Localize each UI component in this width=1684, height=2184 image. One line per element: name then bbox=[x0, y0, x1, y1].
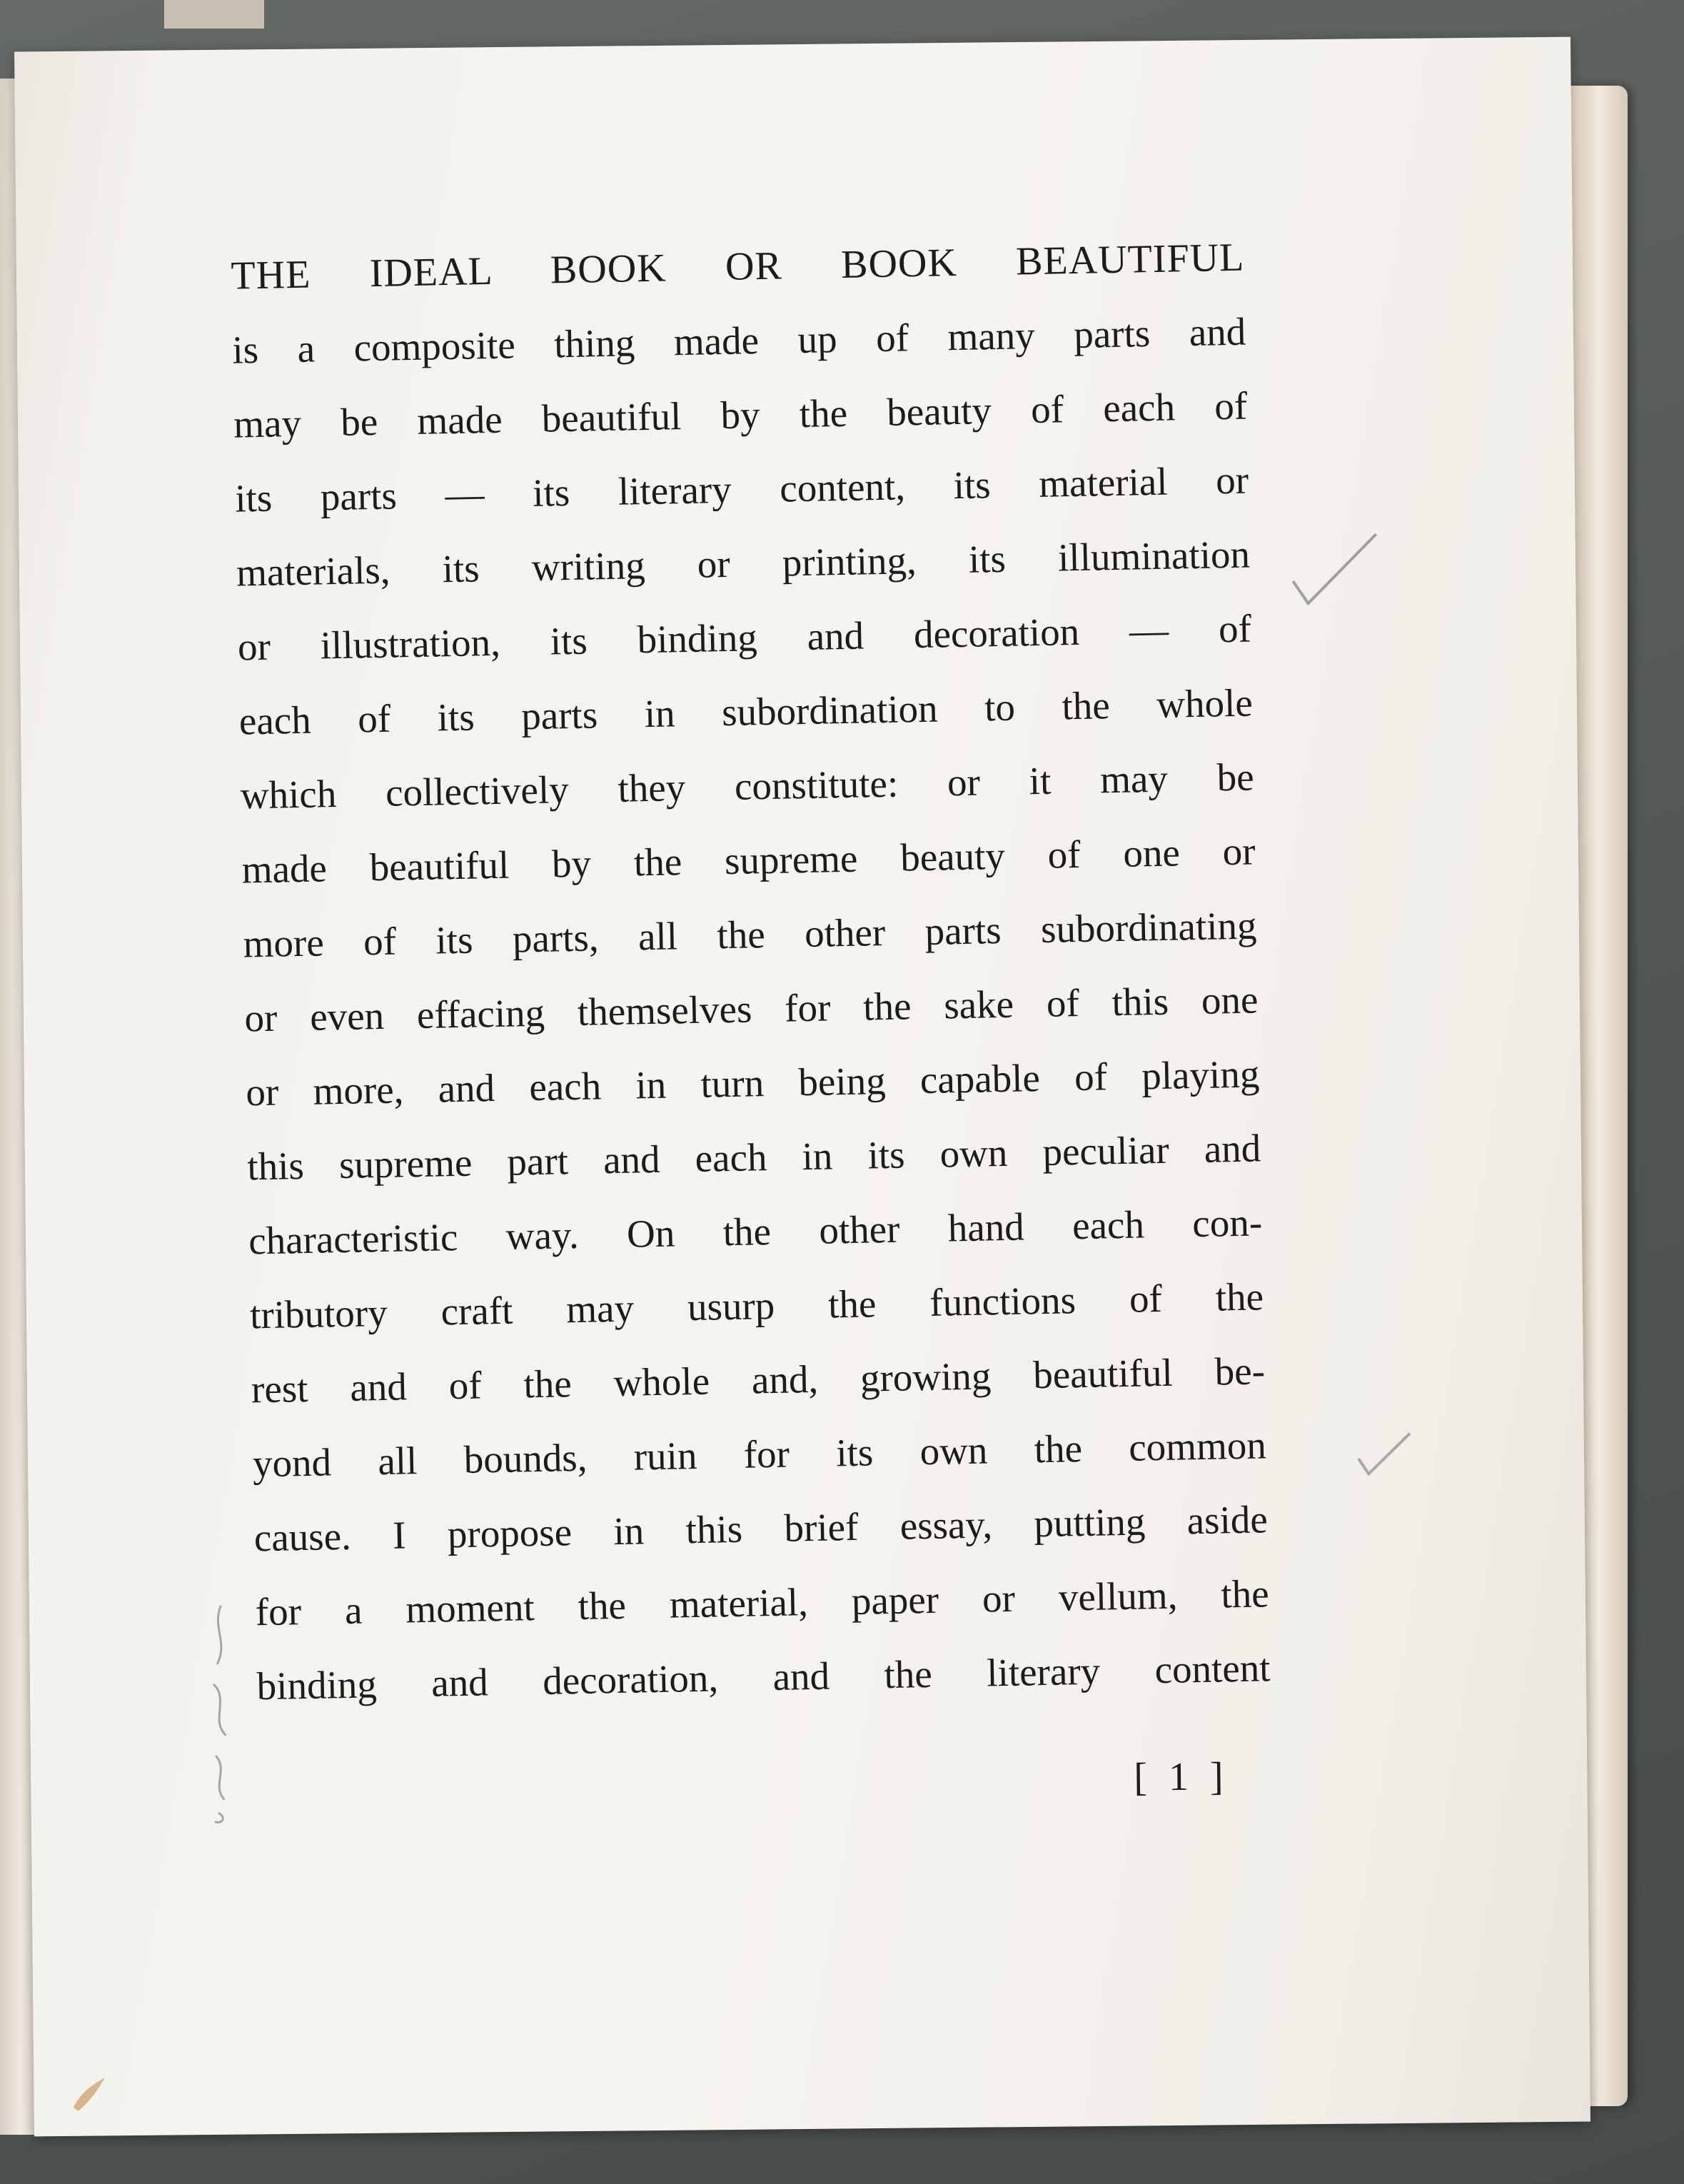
text-line: more of its parts, all the other parts subordinating bbox=[243, 903, 1257, 966]
text-line: this supreme part and each in its own peculiar and bbox=[246, 1126, 1261, 1189]
text-line: is a composite thing made up of many parts and bbox=[231, 309, 1246, 372]
body-text-block bbox=[231, 221, 1271, 1724]
text-line: or even effacing themselves for the sake of this one bbox=[244, 977, 1259, 1040]
text-line: or more, and each in turn being capable of playing bbox=[245, 1052, 1260, 1114]
book-edge-top bbox=[164, 0, 264, 29]
text-line: made beautiful by the supreme beauty of one or bbox=[241, 829, 1256, 892]
text-line: or illustration, its binding and decoration — of bbox=[237, 606, 1252, 669]
text-line: may be made beautiful by the beauty of each of bbox=[233, 383, 1248, 446]
text-line: materials, its writing or printing, its illumination bbox=[236, 532, 1251, 595]
pencil-checkmark-icon bbox=[1356, 1431, 1413, 1481]
text-line: cause. I propose in this brief essay, putting aside bbox=[253, 1497, 1269, 1560]
pencil-checkmark-icon bbox=[1290, 531, 1383, 618]
page-number: [ 1 ] bbox=[1134, 1754, 1229, 1800]
book-page bbox=[14, 37, 1590, 2137]
text-line: for a moment the material, paper or vellum, the bbox=[255, 1571, 1270, 1634]
text-line: yond all bounds, ruin for its own the common bbox=[252, 1423, 1267, 1486]
paper-stain-icon bbox=[69, 2071, 113, 2115]
text-line: which collectively they constitute: or it may be bbox=[240, 755, 1255, 817]
page-heading: THE IDEAL BOOK OR BOOK BEAUTIFUL bbox=[230, 235, 1245, 298]
text-line: binding and decoration, and the literary content bbox=[256, 1646, 1271, 1709]
text-line: tributory craft may usurp the functions of the bbox=[249, 1274, 1264, 1337]
text-line: rest and of the whole and, growing beautiful be- bbox=[251, 1349, 1266, 1411]
text-line: each of its parts in subordination to the whole bbox=[238, 680, 1254, 743]
text-line: characteristic way. On the other hand each con- bbox=[248, 1200, 1263, 1263]
pencil-marginal-note-icon bbox=[206, 1599, 237, 1828]
text-line: its parts — its literary content, its material or bbox=[234, 458, 1249, 520]
